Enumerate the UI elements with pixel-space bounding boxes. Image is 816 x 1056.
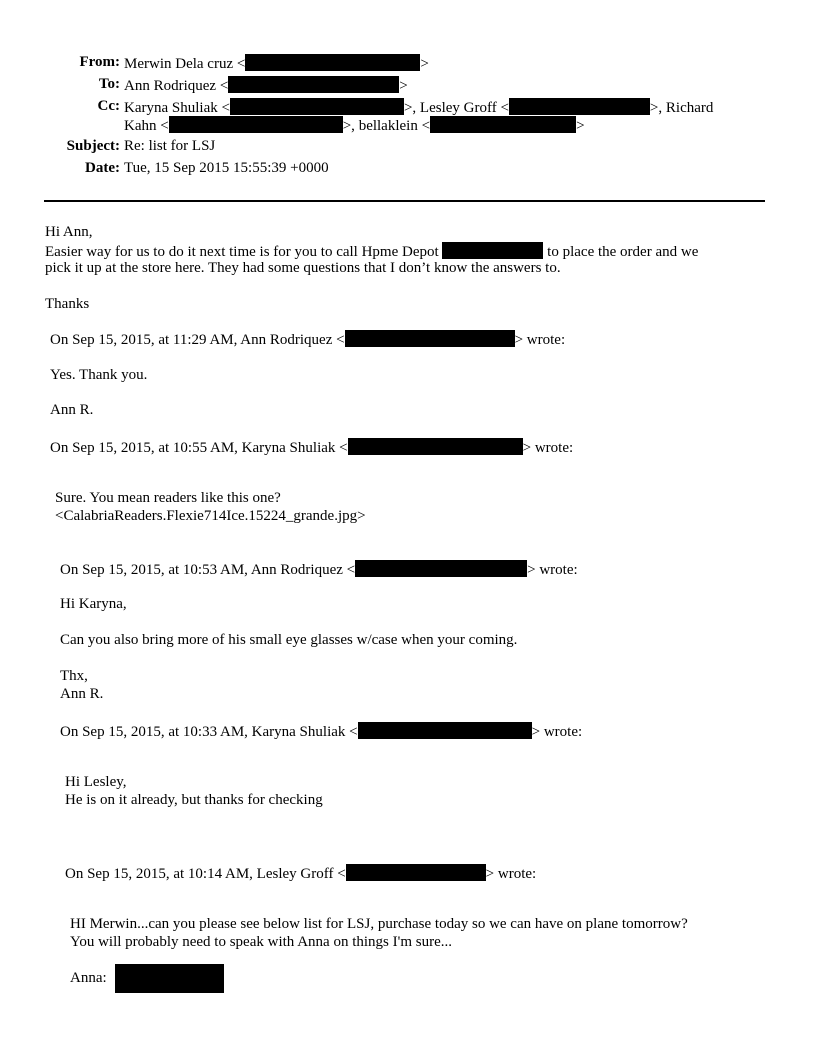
redaction (358, 722, 532, 739)
quote-line: Hi Karyna, (60, 596, 127, 612)
quote-line: HI Merwin...can you please see below list for LSJ, purchase today so we can have on plane tomorrow? (70, 916, 688, 932)
quote-signature: Ann R. (60, 686, 104, 702)
redaction (509, 98, 650, 115)
from-label: From: (79, 54, 120, 70)
redaction (430, 116, 576, 133)
quote-intro: On Sep 15, 2015, at 11:29 AM, Ann Rodriquez < > wrote: (50, 332, 566, 348)
date-value: Tue, 15 Sep 2015 15:55:39 +0000 (124, 160, 329, 176)
quote-intro: On Sep 15, 2015, at 10:14 AM, Lesley Groff < > wrote: (65, 866, 537, 882)
quote-line: Thx, (60, 668, 88, 684)
to-value: Ann Rodriquez < > (124, 78, 408, 94)
quote-line: You will probably need to speak with Anna on things I'm sure... (70, 934, 452, 950)
anna-label: Anna: (70, 970, 107, 986)
cc-value-line2: Kahn < >, bellaklein < > (124, 118, 585, 134)
body-line: pick it up at the store here. They had some questions that I don’t know the answers to. (45, 260, 561, 276)
redaction (115, 964, 224, 993)
redaction (169, 116, 343, 133)
quote-line: Hi Lesley, (65, 774, 127, 790)
redaction (345, 330, 515, 347)
quote-line: He is on it already, but thanks for checking (65, 792, 323, 808)
redaction (346, 864, 486, 881)
quote-intro: On Sep 15, 2015, at 10:33 AM, Karyna Shuliak < > wrote: (60, 724, 583, 740)
header-divider (44, 200, 765, 202)
quote-line: <CalabriaReaders.Flexie714Ice.15224_grande.jpg> (55, 508, 366, 524)
redaction (348, 438, 523, 455)
cc-value-line1: Karyna Shuliak < >, Lesley Groff < >, Richard (124, 100, 714, 116)
cc-label: Cc: (97, 98, 120, 114)
redaction (245, 54, 420, 71)
quote-signature: Ann R. (50, 402, 94, 418)
subject-value: Re: list for LSJ (124, 138, 216, 154)
quote-line: Can you also bring more of his small eye glasses w/case when your coming. (60, 632, 518, 648)
subject-label: Subject: (66, 138, 120, 154)
quote-line: Yes. Thank you. (50, 367, 148, 383)
redaction (442, 242, 543, 259)
quote-intro: On Sep 15, 2015, at 10:55 AM, Karyna Shuliak < > wrote: (50, 440, 574, 456)
quote-line: Sure. You mean readers like this one? (55, 490, 281, 506)
redaction (355, 560, 527, 577)
quote-intro: On Sep 15, 2015, at 10:53 AM, Ann Rodriquez < > wrote: (60, 562, 578, 578)
to-label: To: (98, 76, 120, 92)
from-value: Merwin Dela cruz < > (124, 56, 429, 72)
redaction (230, 98, 404, 115)
thanks: Thanks (45, 296, 90, 312)
body-line: Easier way for us to do it next time is for you to call Hpme Depot to place the order and we (45, 244, 699, 260)
greeting: Hi Ann, (45, 224, 93, 240)
redaction (228, 76, 399, 93)
date-label: Date: (85, 160, 120, 176)
